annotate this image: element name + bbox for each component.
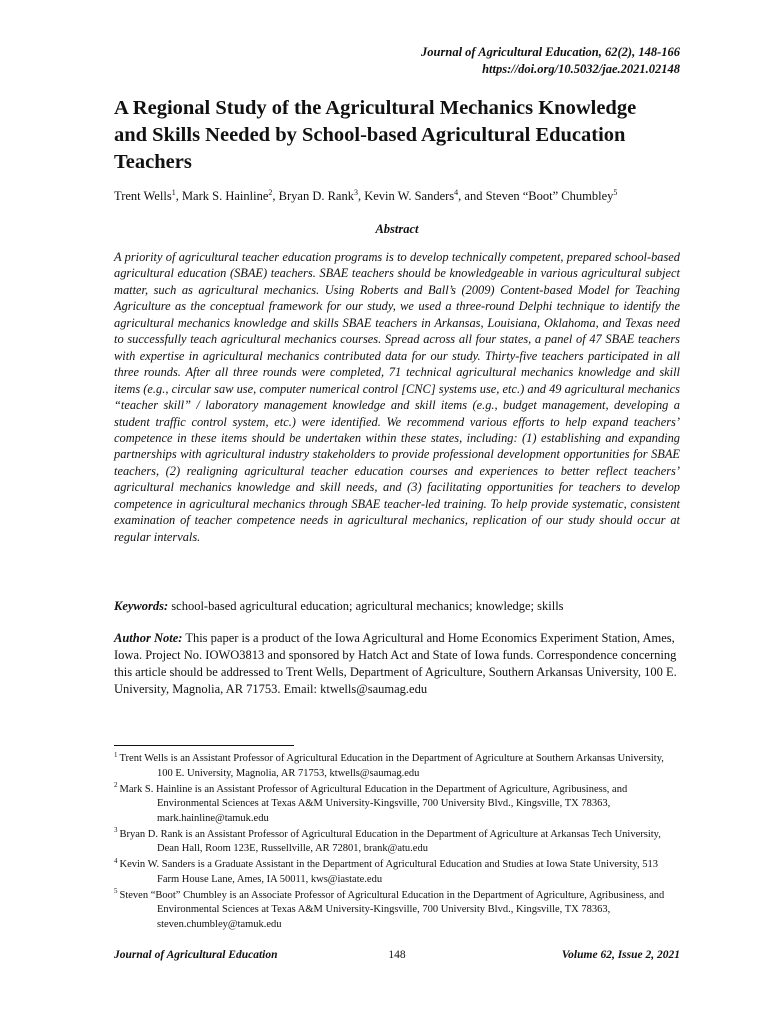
footnote [114,783,680,827]
author-footnote-mark: 4 [454,187,459,197]
doi-link[interactable]: https://doi.org/10.5032/jae.2021.02148 [482,62,680,76]
keywords-text: school-based agricultural education; agricultural mechanics; knowledge; skills [168,599,564,613]
footnote-divider [114,745,294,746]
running-head [421,44,680,78]
footnote-mark: 3 [114,826,118,834]
author-separator: , [272,189,279,203]
footnote-text: Trent Wells is an Assistant Professor of Agricultural Education in the Department of Agriculture at Southern Arkansas University, 100 E. University, Magnolia, AR 71753, ktwells@saumag.edu [119,753,664,779]
abstract-text: A priority of agricultural teacher education programs is to develop technically competent, prepared school-based agricultural education (SBAE) teachers. SBAE teachers should be knowledgeable in various agricultural subject matter, such as agricultural mechanics. Using Roberts and Ball’s (2009) Content-based Model for Teaching Agriculture as the conceptual framework for our study, we used a three-round Delphi technique to identify the agricultural mechanics knowledge and skills SBAE teachers in Arkansas, Louisiana, Oklahoma, and Texas need to successfully teach agricultural mechanics courses. Spread across all four states, a panel of 47 SBAE teachers with expertise in agricultural mechanics contributed data for our study. Thirty-five teachers participated in all three rounds. After all three rounds were completed, 71 technical agricultural mechanics knowledge and skill items (e.g., circular saw use, computer numerical control [CNC] systems use, etc.) and 49 agricultural mechanics “teacher skill” / laboratory management knowledge and skill items (e.g., budget management, developing a student traffic control system, etc.) were identified. We recommend various efforts to help expand teachers’ competence in these items should be undertaken within these states, including: (1) establishing and expanding partnerships with agricultural industry stakeholders to provide professional development opportunities for SBAE teachers, (2) realigning agricultural teacher education courses and experiences to better reflect teachers’ agricultural mechanics knowledge and skill needs, and (3) facilitating opportunities for teachers to develop competence in agricultural mechanics through SBAE teacher-led training. To help provide systematic, consistent examination of teacher competence needs in agricultural mechanics, replication of our study should occur at regular intervals. [114,250,680,544]
footnote-mark: 2 [114,781,118,789]
page-number: 148 [388,949,406,961]
author-name: Kevin W. Sanders [364,189,455,203]
author-footnote-mark: 5 [613,187,618,197]
author-name: Steven “Boot” Chumbley [485,189,614,203]
keywords-label: Keywords: [114,599,169,613]
abstract-heading: Abstract [375,222,419,236]
footnote-text: Kevin W. Sanders is a Graduate Assistant in the Department of Agricultural Education and Studies at Iowa State University, 513 Farm House Lane, Ames, IA 50011, kws@iastate.edu [119,859,658,885]
author-separator: , [357,189,365,203]
footnote [114,889,680,933]
author-name: Mark S. Hainline [181,189,269,203]
author-name: Bryan D. Rank [278,189,354,203]
author-separator: , [175,189,182,203]
paper-title: A Regional Study of the Agricultural Mechanics Knowledge and Skills Needed by School-based Agricultural Education Teachers [114,97,637,173]
footnote [114,858,680,887]
author-footnote-mark: 2 [268,187,273,197]
footnote [114,828,680,857]
footnote-text: Mark S. Hainline is an Assistant Professor of Agricultural Education in the Department of Agriculture, Agribusiness, and Environmental Sciences at Texas A&M University-Kingsville, 700 University Blvd., Kingsville, TX 78363, mark.hainline@tamuk.edu [119,783,628,824]
footnote-text: Steven “Boot” Chumbley is an Associate Professor of Agricultural Education in the Department of Agriculture, Agribusiness, and Environmental Sciences at Texas A&M University-Kingsville, 700 University Blvd., Kingsville, TX 78363, steven.chumbley@tamuk.edu [119,889,665,930]
footnotes [114,752,680,934]
footnote-text: Bryan D. Rank is an Assistant Professor of Agricultural Education in the Department of Agriculture at Arkansas Tech University, Dean Hall, Room 123E, Russellville, AR 72801, brank@atu.edu [119,828,661,854]
author-separator: , and [458,189,486,203]
footer-journal: Journal of Agricultural Education [114,949,278,961]
author-list [114,188,684,205]
footnote-mark: 1 [114,750,118,759]
journal-citation: Journal of Agricultural Education, 62(2), 148-166 [421,45,680,59]
keywords [114,598,680,615]
footnote-mark: 4 [114,856,118,865]
page-footer [114,949,680,965]
footnote-mark: 5 [114,887,118,895]
author-footnote-mark: 3 [353,187,358,197]
footnote [114,752,680,781]
author-note-label: Author Note: [114,631,183,645]
author-note-text: This paper is a product of the Iowa Agricultural and Home Economics Experiment Station, Ames, Iowa. Project No. IOWO3813 and sponsored by Hatch Act and State of Iowa funds. Correspondence concerning this article should be addressed to Trent Wells, Department of Agriculture, Southern Arkansas University, 100 E. University, Magnolia, AR 71753. Email: ktwells@saumag.edu [114,631,677,696]
author-name: Trent Wells [114,189,172,203]
author-footnote-mark: 1 [171,187,176,197]
author-note [114,630,680,698]
footer-volume: Volume 62, Issue 2, 2021 [561,949,680,961]
